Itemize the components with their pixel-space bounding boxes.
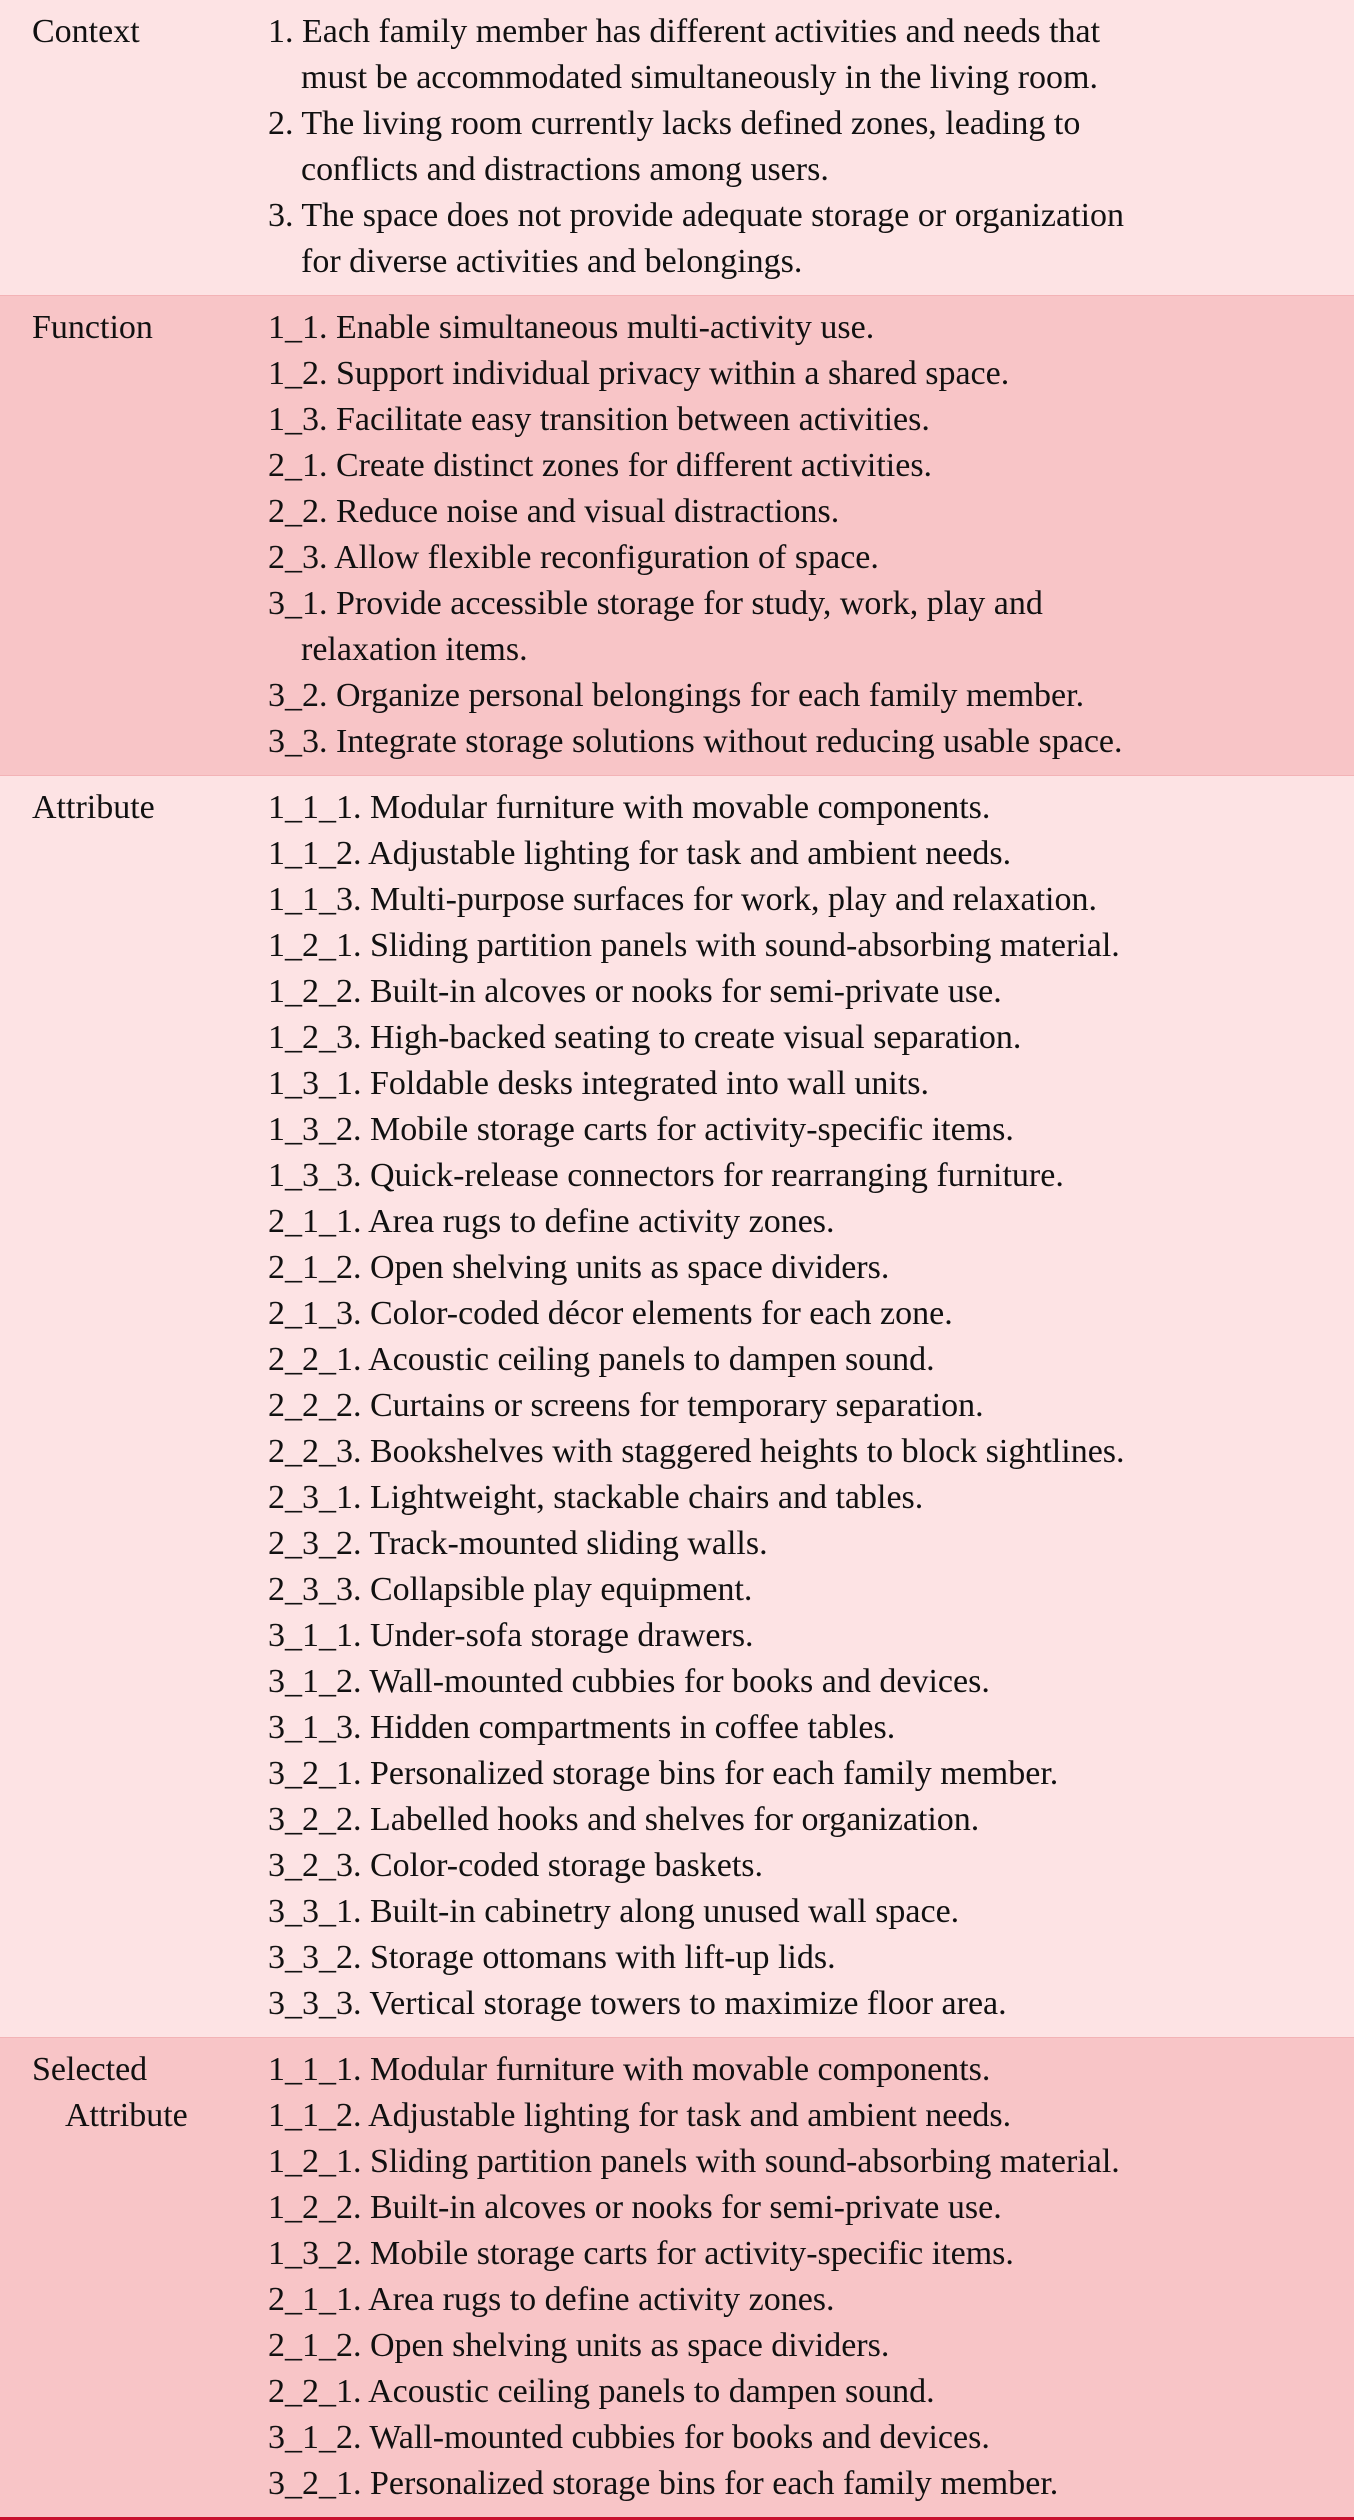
list-item-text: 1_2_2. Built-in alcoves or nooks for semi-private use.	[268, 2189, 1002, 2226]
list-item	[268, 2139, 1354, 2185]
list-item-text: 3_3_3. Vertical storage towers to maximize floor area.	[268, 1985, 1007, 2022]
list-item-text: 3_3_2. Storage ottomans with lift-up lids.	[268, 1939, 836, 1976]
list-item	[268, 581, 1354, 673]
list-item-text: 1_3_2. Mobile storage carts for activity-specific items.	[268, 2235, 1014, 2272]
list-item-text: 2_1. Create distinct zones for different activities.	[268, 447, 933, 484]
list-item-text: 3_2. Organize personal belongings for each family member.	[268, 677, 1085, 714]
list-item	[268, 2185, 1354, 2231]
list-item	[268, 1981, 1354, 2027]
list-item	[268, 1705, 1354, 1751]
list-item-text: 1_1_1. Modular furniture with movable components.	[268, 789, 991, 826]
list-item-continuation: for diverse activities and belongings.	[301, 243, 803, 280]
list-item	[268, 2277, 1354, 2323]
list-item-text: 3_3. Integrate storage solutions without reducing usable space.	[268, 723, 1123, 760]
list-item-text: 2_2_2. Curtains or screens for temporary separation.	[268, 1387, 984, 1424]
list-item-continuation: relaxation items.	[301, 631, 528, 668]
list-item	[268, 1751, 1354, 1797]
list-item	[268, 1475, 1354, 1521]
list-item	[268, 351, 1354, 397]
list-item-text: 1_2_2. Built-in alcoves or nooks for semi-private use.	[268, 973, 1002, 1010]
section-label-line: Attribute	[32, 789, 155, 826]
list-item	[268, 2461, 1354, 2507]
list-item-text: 2_3_1. Lightweight, stackable chairs and tables.	[268, 1479, 924, 1516]
list-item-text: 2_1_1. Area rugs to define activity zones.	[268, 1203, 835, 1240]
context-list	[268, 9, 1354, 285]
list-item-text: 3_1. Provide accessible storage for study, work, play and	[268, 585, 1043, 622]
list-item	[268, 1797, 1354, 1843]
list-item-text: 3_2_2. Labelled hooks and shelves for organization.	[268, 1801, 980, 1838]
list-item	[268, 2369, 1354, 2415]
list-item	[268, 2047, 1354, 2093]
list-item	[268, 397, 1354, 443]
list-item-text: 3_2_1. Personalized storage bins for each family member.	[268, 1755, 1059, 1792]
section-label-line: Attribute	[65, 2097, 188, 2134]
list-item	[268, 2093, 1354, 2139]
list-item-text: 1_3_1. Foldable desks integrated into wall units.	[268, 1065, 930, 1102]
section-selected-attribute	[0, 2037, 1354, 2517]
list-item-text: 3_1_2. Wall-mounted cubbies for books and devices.	[268, 2419, 990, 2456]
section-label	[0, 2047, 268, 2139]
list-item-text: 2_2_1. Acoustic ceiling panels to dampen sound.	[268, 1341, 935, 1378]
list-item	[268, 673, 1354, 719]
list-item-text: 1_1_3. Multi-purpose surfaces for work, play and relaxation.	[268, 881, 1097, 918]
list-item-text: 3_1_1. Under-sofa storage drawers.	[268, 1617, 754, 1654]
list-item	[268, 719, 1354, 765]
list-item-text: 1_3_3. Quick-release connectors for rearranging furniture.	[268, 1157, 1064, 1194]
list-item	[268, 1383, 1354, 1429]
list-item	[268, 2231, 1354, 2277]
list-item-text: 2_1_1. Area rugs to define activity zones.	[268, 2281, 835, 2318]
list-item	[268, 1337, 1354, 1383]
list-item-text: 3_2_3. Color-coded storage baskets.	[268, 1847, 764, 1884]
list-item	[268, 1245, 1354, 1291]
list-item	[268, 535, 1354, 581]
list-item-text: 2_3_3. Collapsible play equipment.	[268, 1571, 753, 1608]
list-item-text: 1_1_2. Adjustable lighting for task and ambient needs.	[268, 2097, 1012, 2134]
list-item	[268, 1429, 1354, 1475]
list-item	[268, 2323, 1354, 2369]
list-item-text: 1_3. Facilitate easy transition between activities.	[268, 401, 930, 438]
list-item	[268, 877, 1354, 923]
list-item	[268, 1291, 1354, 1337]
section-function	[0, 295, 1354, 775]
section-label-line: Context	[32, 13, 140, 50]
list-item-text: 2_2_1. Acoustic ceiling panels to dampen sound.	[268, 2373, 935, 2410]
list-item	[268, 1935, 1354, 1981]
list-item-continuation: must be accommodated simultaneously in the living room.	[301, 59, 1098, 96]
section-label	[0, 785, 268, 831]
section-label-line: Function	[32, 309, 153, 346]
list-item	[268, 1889, 1354, 1935]
list-item-text: 2_1_2. Open shelving units as space dividers.	[268, 1249, 890, 1286]
list-item	[268, 1613, 1354, 1659]
section-label-line: Selected	[32, 2051, 148, 2088]
list-item-text: 1_1_1. Modular furniture with movable components.	[268, 2051, 991, 2088]
list-item-text: 1_2. Support individual privacy within a shared space.	[268, 355, 1010, 392]
list-item	[268, 1153, 1354, 1199]
list-item	[268, 1199, 1354, 1245]
list-item-text: 1_1_2. Adjustable lighting for task and ambient needs.	[268, 835, 1012, 872]
list-item	[268, 1061, 1354, 1107]
list-item	[268, 305, 1354, 351]
list-item-text: 2. The living room currently lacks defined zones, leading to	[268, 105, 1081, 142]
selected-attribute-list	[268, 2047, 1354, 2507]
list-item-text: 2_2_3. Bookshelves with staggered heights to block sightlines.	[268, 1433, 1125, 1470]
function-list	[268, 305, 1354, 765]
list-item	[268, 193, 1354, 285]
list-item-text: 3_2_1. Personalized storage bins for each family member.	[268, 2465, 1059, 2502]
list-item-text: 3_3_1. Built-in cabinetry along unused wall space.	[268, 1893, 960, 1930]
list-item	[268, 1567, 1354, 1613]
section-attribute	[0, 775, 1354, 2037]
list-item-text: 1_3_2. Mobile storage carts for activity-specific items.	[268, 1111, 1014, 1148]
list-item	[268, 2415, 1354, 2461]
list-item-text: 1_2_3. High-backed seating to create visual separation.	[268, 1019, 1022, 1056]
list-item-text: 2_3_2. Track-mounted sliding walls.	[268, 1525, 768, 1562]
list-item	[268, 1659, 1354, 1705]
list-item-continuation: conflicts and distractions among users.	[301, 151, 829, 188]
list-item-text: 3_1_3. Hidden compartments in coffee tables.	[268, 1709, 896, 1746]
list-item	[268, 923, 1354, 969]
list-item	[268, 969, 1354, 1015]
list-item	[268, 1015, 1354, 1061]
list-item-text: 2_1_2. Open shelving units as space dividers.	[268, 2327, 890, 2364]
list-item-text: 1. Each family member has different activities and needs that	[268, 13, 1101, 50]
list-item	[268, 1843, 1354, 1889]
list-item	[268, 1521, 1354, 1567]
list-item	[268, 785, 1354, 831]
list-item-text: 2_2. Reduce noise and visual distractions.	[268, 493, 840, 530]
list-item	[268, 101, 1354, 193]
section-label	[0, 305, 268, 351]
list-item-text: 1_1. Enable simultaneous multi-activity use.	[268, 309, 875, 346]
list-item	[268, 831, 1354, 877]
list-item-text: 2_3. Allow flexible reconfiguration of space.	[268, 539, 879, 576]
list-item-text: 1_2_1. Sliding partition panels with sound-absorbing material.	[268, 2143, 1120, 2180]
list-item-text: 3. The space does not provide adequate storage or organization	[268, 197, 1125, 234]
attribute-list	[268, 785, 1354, 2027]
list-item	[268, 9, 1354, 101]
list-item	[268, 1107, 1354, 1153]
section-context	[0, 0, 1354, 295]
list-item-text: 1_2_1. Sliding partition panels with sound-absorbing material.	[268, 927, 1120, 964]
section-label	[0, 9, 268, 55]
list-item-text: 3_1_2. Wall-mounted cubbies for books and devices.	[268, 1663, 990, 1700]
list-item	[268, 443, 1354, 489]
list-item	[268, 489, 1354, 535]
list-item-text: 2_1_3. Color-coded décor elements for each zone.	[268, 1295, 953, 1332]
